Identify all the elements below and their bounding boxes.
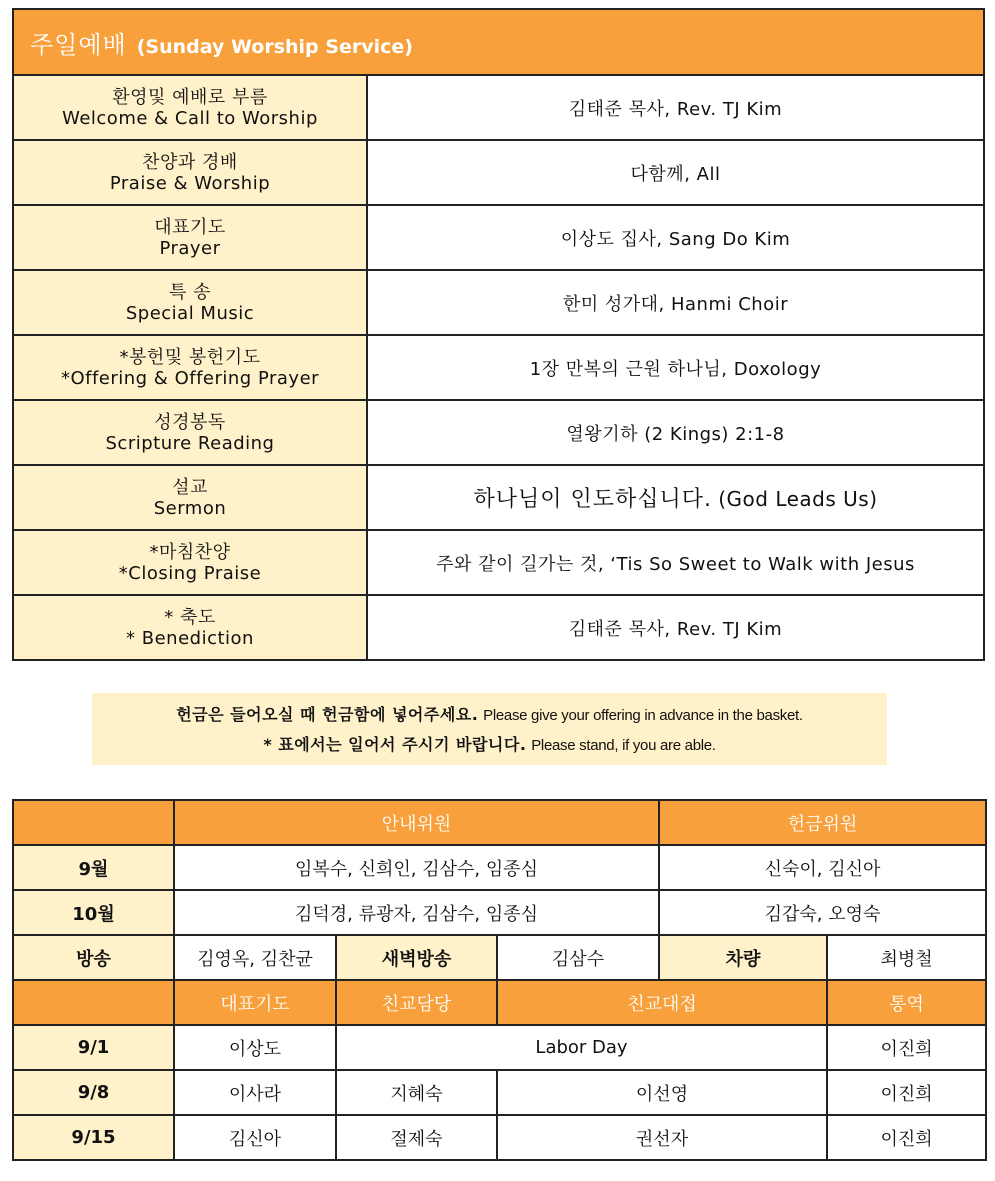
label-en: Scripture Reading	[105, 432, 275, 454]
date-label: 9/8	[13, 1070, 174, 1115]
label-en: Prayer	[159, 237, 221, 259]
worship-item-label	[13, 140, 367, 205]
label-ko: 설교	[172, 476, 208, 498]
worship-title-en: (Sunday Worship Service)	[136, 35, 413, 58]
label-en: Welcome & Call to Worship	[62, 107, 318, 129]
worship-row	[13, 270, 984, 335]
interpret-name: 이진희	[827, 1115, 986, 1160]
label-ko: 환영및 예배로 부름	[112, 86, 268, 108]
fellowship-name: 절제숙	[336, 1115, 497, 1160]
offering-notice	[92, 693, 887, 765]
offering-names: 신숙이, 김신아	[659, 845, 986, 890]
label-en: Special Music	[125, 302, 255, 324]
label-en: Sermon	[153, 497, 227, 519]
month-label: 10월	[13, 890, 174, 935]
dawn-broadcast-value: 김삼수	[497, 935, 659, 980]
label-ko: *봉헌및 봉헌기도	[119, 346, 261, 368]
schedule-header-row	[13, 800, 986, 845]
empty-header-cell	[13, 800, 174, 845]
worship-item-label	[13, 465, 367, 530]
worship-item-value: 주와 같이 길가는 것, ‘Tis So Sweet to Walk with Jesus	[367, 530, 984, 595]
worship-item-label	[13, 530, 367, 595]
car-label: 차량	[659, 935, 827, 980]
hosting-name: 이선영	[497, 1070, 827, 1115]
worship-row	[13, 75, 984, 140]
worship-title-ko: 주일예배	[30, 30, 127, 59]
notice-line	[92, 730, 887, 760]
usher-names: 임복수, 신희인, 김삼수, 임종심	[174, 845, 659, 890]
date-row	[13, 1115, 986, 1160]
notice-bold-text: 헌금은 들어오실 때 헌금함에 넣어주세요.	[176, 705, 479, 724]
date-row	[13, 1070, 986, 1115]
worship-item-value: 김태준 목사, Rev. TJ Kim	[367, 75, 984, 140]
offering-names: 김갑숙, 오영숙	[659, 890, 986, 935]
notice-bold-text: * 표에서는 일어서 주시기 바랍니다.	[263, 735, 527, 754]
worship-item-label	[13, 595, 367, 660]
label-en: * Benediction	[126, 627, 254, 649]
date-row	[13, 1025, 986, 1070]
prayer-name: 이사라	[174, 1070, 336, 1115]
date-label: 9/15	[13, 1115, 174, 1160]
label-en: Praise & Worship	[109, 172, 271, 194]
sermon-title	[367, 465, 984, 530]
notice-text: Please give your offering in advance in the basket.	[483, 707, 803, 724]
broadcast-row	[13, 935, 986, 980]
worship-item-value: 다함께, All	[367, 140, 984, 205]
prayer-name: 김신아	[174, 1115, 336, 1160]
month-row	[13, 845, 986, 890]
hosting-name: 권선자	[497, 1115, 827, 1160]
label-ko: 특 송	[169, 281, 211, 303]
interpret-header: 통역	[827, 980, 986, 1025]
worship-item-label	[13, 270, 367, 335]
worship-item-value: 김태준 목사, Rev. TJ Kim	[367, 595, 984, 660]
worship-item-label	[13, 205, 367, 270]
label-en: *Offering & Offering Prayer	[60, 367, 320, 389]
label-ko: *마침찬양	[149, 541, 231, 563]
worship-row	[13, 140, 984, 205]
sermon-title-ko: 하나님이 인도하십니다.	[473, 487, 712, 512]
prayer-name: 이상도	[174, 1025, 336, 1070]
worship-item-label	[13, 400, 367, 465]
label-ko: * 축도	[164, 606, 216, 628]
notice-text: Please stand, if you are able.	[531, 737, 716, 754]
label-en: *Closing Praise	[118, 562, 262, 584]
usher-header: 안내위원	[174, 800, 659, 845]
worship-item-value: 한미 성가대, Hanmi Choir	[367, 270, 984, 335]
broadcast-value: 김영옥, 김찬균	[174, 935, 336, 980]
broadcast-label: 방송	[13, 935, 174, 980]
interpret-name: 이진희	[827, 1025, 986, 1070]
volunteer-schedule-table	[12, 799, 987, 1161]
worship-row	[13, 335, 984, 400]
empty-header-cell	[13, 980, 174, 1025]
notice-line	[92, 700, 887, 730]
worship-row	[13, 205, 984, 270]
date-label: 9/1	[13, 1025, 174, 1070]
prayer-header: 대표기도	[174, 980, 336, 1025]
label-ko: 성경봉독	[154, 411, 226, 433]
interpret-name: 이진희	[827, 1070, 986, 1115]
usher-names: 김덕경, 류광자, 김삼수, 임종심	[174, 890, 659, 935]
month-label: 9월	[13, 845, 174, 890]
label-ko: 대표기도	[154, 216, 226, 238]
car-value: 최병철	[827, 935, 986, 980]
worship-item-label	[13, 75, 367, 140]
fellowship-name: 지혜숙	[336, 1070, 497, 1115]
fellowship-header: 친교담당	[336, 980, 497, 1025]
dawn-broadcast-label: 새벽방송	[336, 935, 497, 980]
worship-order-table	[12, 8, 985, 661]
worship-row	[13, 595, 984, 660]
sermon-title-en: (God Leads Us)	[718, 487, 878, 511]
worship-row	[13, 530, 984, 595]
hosting-header: 친교대접	[497, 980, 827, 1025]
holiday-note: Labor Day	[336, 1025, 827, 1070]
worship-item-value: 열왕기하 (2 Kings) 2:1-8	[367, 400, 984, 465]
offering-header: 헌금위원	[659, 800, 986, 845]
worship-header	[13, 9, 984, 75]
label-ko: 찬양과 경배	[142, 151, 238, 173]
worship-item-label	[13, 335, 367, 400]
worship-row	[13, 400, 984, 465]
worship-item-value: 이상도 집사, Sang Do Kim	[367, 205, 984, 270]
worship-item-value: 1장 만복의 근원 하나님, Doxology	[367, 335, 984, 400]
month-row	[13, 890, 986, 935]
worship-row	[13, 465, 984, 530]
duty-header-row	[13, 980, 986, 1025]
